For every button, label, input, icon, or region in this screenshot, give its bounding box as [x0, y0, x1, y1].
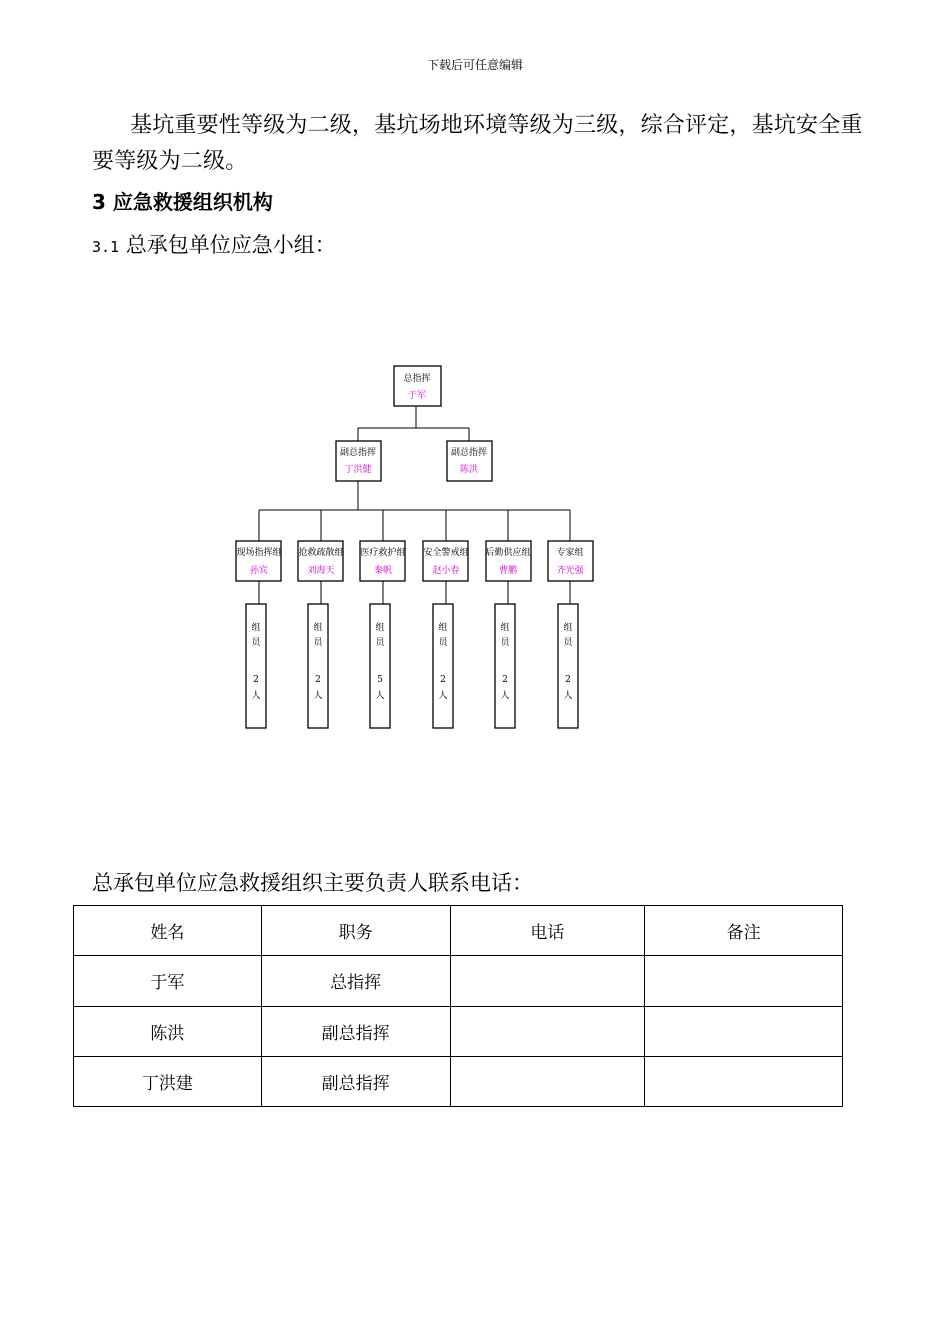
members-3-char-3: 5	[377, 675, 383, 685]
contacts-table	[73, 905, 843, 1107]
section-3-title: 应急救援组织机构	[112, 190, 273, 214]
cell-name: 丁洪建	[74, 1056, 262, 1106]
group-1-title: 现场指挥组	[236, 548, 282, 558]
page-header: 下载后可任意编辑	[426, 58, 523, 72]
cell-phone	[450, 1006, 645, 1056]
section-3-1-title: 总承包单位应急小组：	[125, 233, 336, 257]
members-1-char-4: 人	[251, 691, 261, 701]
table-row	[74, 956, 843, 1006]
members-5-char-4: 人	[500, 691, 510, 701]
group-6-title: 专家组	[556, 548, 584, 558]
group-3-title: 医疗救护组	[360, 548, 406, 558]
members-4-char-3: 2	[440, 675, 446, 685]
section-3-1-number: 3.1	[92, 238, 120, 256]
deputy-1-title: 副总指挥	[339, 448, 377, 458]
section-3-heading	[92, 186, 273, 215]
cell-position: 副总指挥	[261, 1006, 450, 1056]
cell-name: 陈洪	[74, 1006, 262, 1056]
members-1-char-1: 组	[251, 623, 261, 633]
deputy-2-person: 陈洪	[459, 465, 479, 475]
group-4-title: 安全警戒组	[423, 548, 469, 558]
members-2-char-3: 2	[315, 675, 321, 685]
top-person: 于军	[407, 391, 427, 401]
members-2-char-1: 组	[313, 623, 323, 633]
section-3-number: 3	[92, 190, 106, 214]
contacts-caption: 总承包单位应急救援组织主要负责人联系电话：	[92, 871, 533, 895]
cell-name: 于军	[74, 956, 262, 1006]
group-4-person: 赵小春	[432, 566, 460, 576]
table-header-row	[74, 906, 843, 956]
intro-paragraph: 基坑重要性等级为二级，基坑场地环境等级为三级，综合评定，基坑安全重要等级为二级。	[92, 113, 863, 174]
cell-phone	[450, 956, 645, 1006]
cell-remarks	[645, 956, 843, 1006]
group-2-title: 抢救疏散组	[298, 548, 344, 558]
members-2-char-4: 人	[313, 691, 323, 701]
group-3-person: 秦帆	[373, 566, 393, 576]
header-phone: 电话	[450, 906, 645, 956]
members-3-char-1: 组	[375, 623, 385, 633]
table-row	[74, 1056, 843, 1106]
members-1-char-3: 2	[253, 675, 259, 685]
members-6-char-4: 人	[563, 691, 573, 701]
group-1-person: 孙宾	[249, 566, 269, 576]
members-6-char-2: 员	[563, 638, 573, 648]
members-3-char-2: 员	[375, 638, 385, 648]
members-5-char-3: 2	[502, 675, 508, 685]
group-6-person: 齐光强	[556, 566, 584, 576]
group-5-title: 后勤供应组	[485, 548, 531, 558]
cell-phone	[450, 1056, 645, 1106]
cell-remarks	[645, 1056, 843, 1106]
cell-position: 副总指挥	[261, 1056, 450, 1106]
members-5-char-2: 员	[500, 638, 510, 648]
members-4-char-4: 人	[438, 691, 448, 701]
members-1-char-2: 员	[251, 638, 261, 648]
section-3-1-heading	[92, 229, 336, 259]
cell-position: 总指挥	[261, 956, 450, 1006]
header-position: 职务	[261, 906, 450, 956]
deputy-1-person: 丁洪健	[344, 465, 372, 475]
members-6-char-3: 2	[565, 675, 571, 685]
deputy-2-title: 副总指挥	[450, 448, 488, 458]
members-5-char-1: 组	[500, 623, 510, 633]
members-4-char-1: 组	[438, 623, 448, 633]
top-title: 总指挥	[403, 374, 431, 384]
members-3-char-4: 人	[375, 691, 385, 701]
table-row	[74, 1006, 843, 1056]
header-remarks: 备注	[645, 906, 843, 956]
header-name: 姓名	[74, 906, 262, 956]
members-4-char-2: 员	[438, 638, 448, 648]
group-2-person: 刘海天	[307, 566, 335, 576]
members-6-char-1: 组	[563, 623, 573, 633]
members-2-char-2: 员	[313, 638, 323, 648]
group-5-person: 曹鹏	[498, 566, 518, 576]
cell-remarks	[645, 1006, 843, 1056]
